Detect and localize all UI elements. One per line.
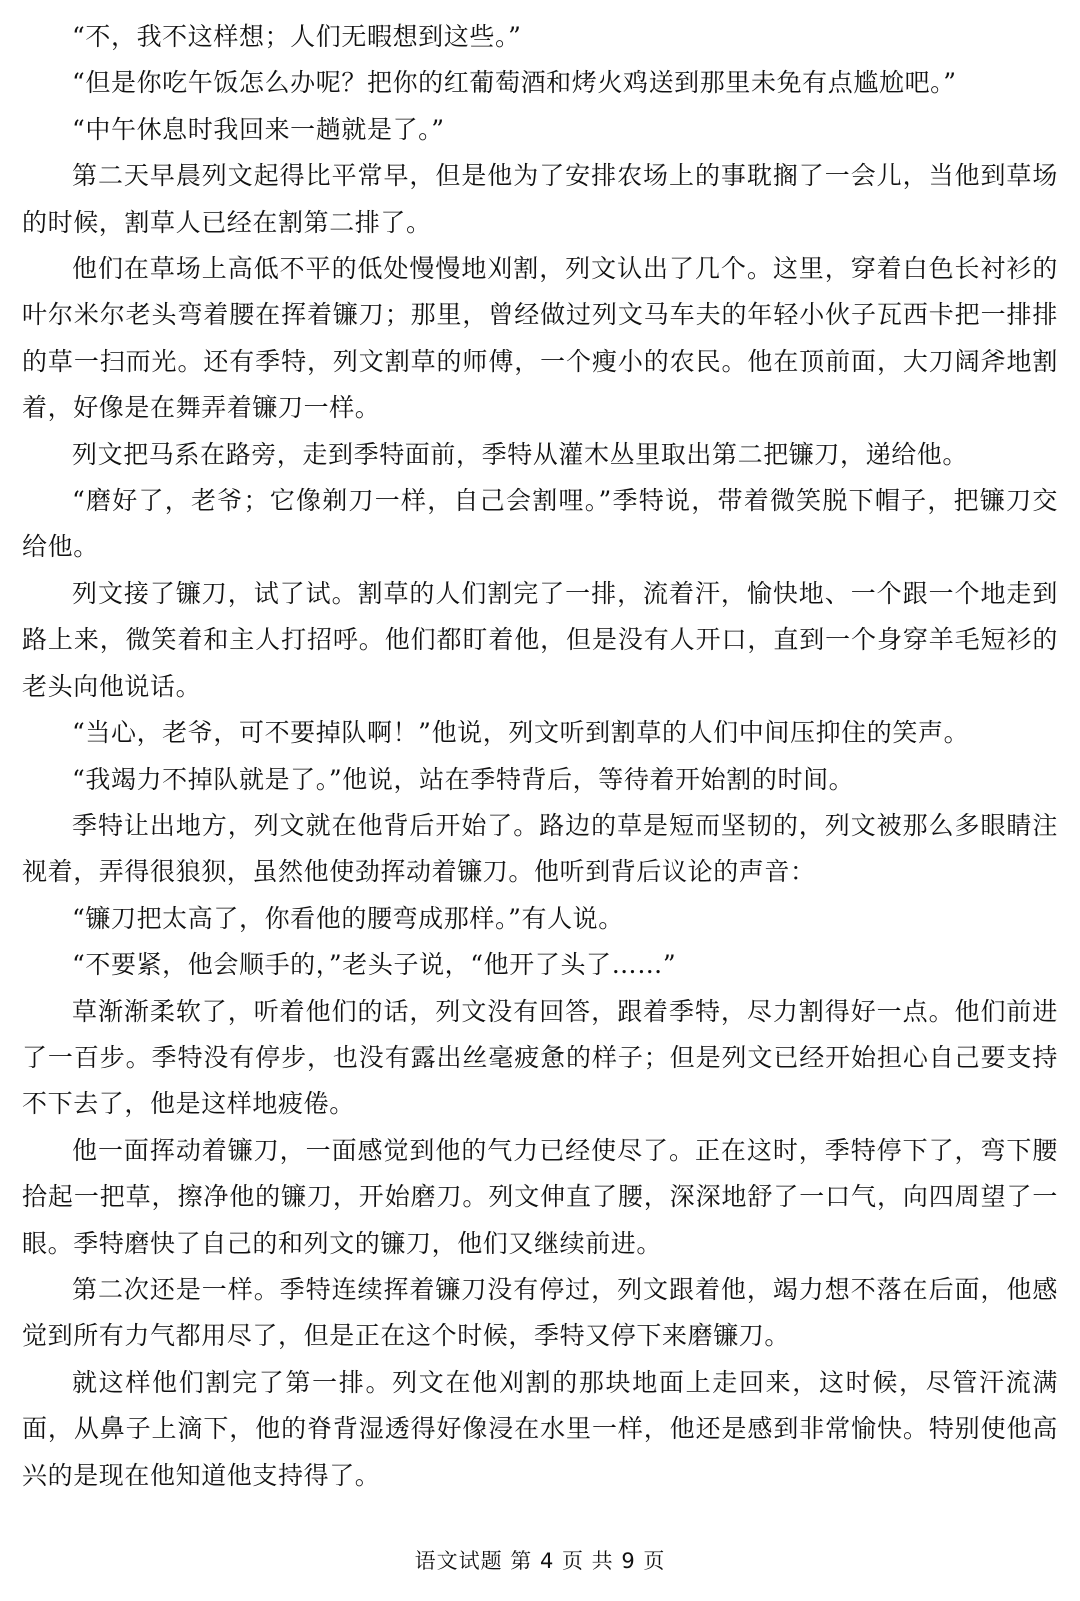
paragraph: “但是你吃午饭怎么办呢？把你的红葡萄酒和烤火鸡送到那里未免有点尴尬吧。” <box>72 68 957 98</box>
paragraph: “磨好了，老爷；它像剃刀一样，自己会割哩。”季特说，带着微笑脱下帽子，把镰刀交给他。 <box>22 486 1058 562</box>
paragraph: 他一面挥动着镰刀，一面感觉到他的气力已经使尽了。正在这时，季特停下了，弯下腰拾起一把草，擦净他的镰刀，开始磨刀。列文伸直了腰，深深地舒了一口气，向四周望了一眼。季特磨快了自己的和列文的镰刀，他们又继续前进。 <box>22 1135 1058 1258</box>
paragraph: 季特让出地方，列文就在他背后开始了。路边的草是短而坚韧的，列文被那么多眼睛注视着，弄得很狼狈，虽然他使劲挥动着镰刀。他听到背后议论的声音： <box>22 810 1058 887</box>
paragraph: 草渐渐柔软了，听着他们的话，列文没有回答，跟着季特，尽力割得好一点。他们前进了一百步。季特没有停步，也没有露出丝毫疲惫的样子；但是列文已经开始担心自己要支持不下去了，他是这样地疲倦。 <box>22 996 1058 1119</box>
paragraph: 列文把马系在路旁，走到季特面前，季特从灌木丛里取出第二把镰刀，递给他。 <box>72 439 969 469</box>
paragraph: “当心，老爷，可不要掉队啊！”他说，列文听到割草的人们中间压抑住的笑声。 <box>72 718 970 748</box>
page-footer: 语文试题 第 4 页 共 9 页 <box>414 1549 666 1573</box>
paragraph: 第二次还是一样。季特连续挥着镰刀没有停过，列文跟着他，竭力想不落在后面，他感觉到所有力气都用尽了，但是正在这个时候，季特又停下来磨镰刀。 <box>22 1274 1058 1351</box>
paragraph: “镰刀把太高了，你看他的腰弯成那样。”有人说。 <box>72 903 624 933</box>
paragraph: 他们在草场上高低不平的低处慢慢地刈割，列文认出了几个。这里，穿着白色长衬衫的叶尔米尔老头弯着腰在挥着镰刀；那里，曾经做过列文马车夫的年轻小伙子瓦西卡把一排排的草一扫而光。还有季特，列文割草的师傅，一个瘦小的农民。他在顶前面，大刀阔斧地割着，好像是在舞弄着镰刀一样。 <box>22 254 1058 423</box>
paragraph: “我竭力不掉队就是了。”他说，站在季特背后，等待着开始割的时间。 <box>72 764 855 794</box>
paragraph: “不要紧，他会顺手的，”老头子说，“他开了头了……” <box>72 950 677 980</box>
paragraph: 列文接了镰刀，试了试。割草的人们割完了一排，流着汗，愉快地、一个跟一个地走到路上来，微笑着和主人打招呼。他们都盯着他，但是没有人开口，直到一个身穿羊毛短衫的老头向他说话。 <box>22 578 1058 701</box>
paragraph: 第二天早晨列文起得比平常早，但是他为了安排农场上的事耽搁了一会儿，当他到草场的时候，割草人已经在割第二排了。 <box>22 161 1058 237</box>
text-body <box>22 0 1058 1499</box>
paragraph: “不，我不这样想；人们无暇想到这些。” <box>72 22 522 51</box>
paragraph: 就这样他们割完了第一排。列文在他刈割的那块地面上走回来，这时候，尽管汗流满面，从鼻子上滴下，他的脊背湿透得好像浸在水里一样，他还是感到非常愉快。特别使他高兴的是现在他知道他支持得了。 <box>22 1367 1058 1490</box>
paragraph: “中午休息时我回来一趟就是了。” <box>72 114 445 144</box>
exam-page <box>22 0 1058 1601</box>
